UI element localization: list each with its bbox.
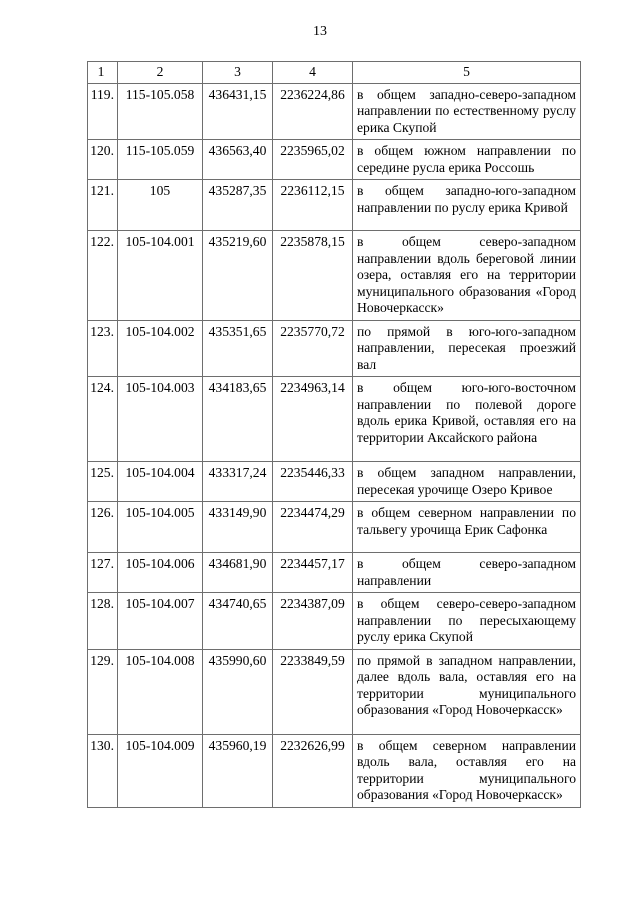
table-row [88,140,581,180]
table-row [88,180,581,231]
table-row [88,83,581,140]
table-row [88,231,581,321]
row-number: 127. [88,553,118,593]
boundary-description: по прямой в западном направлении, далее вдоль вала, оставляя его на территории муниципального образования «Город Новочеркасск» [353,649,581,734]
coord-y: 2236112,15 [273,180,353,231]
coord-x: 433317,24 [203,462,273,502]
coord-x: 433149,90 [203,502,273,553]
coord-x: 434681,90 [203,553,273,593]
point-id: 105 [118,180,203,231]
point-id: 105-104.005 [118,502,203,553]
table-row [88,502,581,553]
point-id: 105-104.008 [118,649,203,734]
coord-x: 434740,65 [203,593,273,650]
coord-y: 2235770,72 [273,320,353,377]
boundary-description: в общем северо-северо-западном направлении по пересыхающему руслу ерика Скупой [353,593,581,650]
point-id: 105-104.001 [118,231,203,321]
row-number: 120. [88,140,118,180]
coord-x: 436431,15 [203,83,273,140]
boundary-description: в общем западном направлении, пересекая урочище Озеро Кривое [353,462,581,502]
boundary-description: в общем юго-юго-восточном направлении по полевой дороге вдоль ерика Кривой, оставляя его на территории Аксайского района [353,377,581,462]
point-id: 115-105.059 [118,140,203,180]
header-cell: 4 [273,62,353,84]
boundary-description: в общем западно-северо-западном направлении по естественному руслу ерика Скупой [353,83,581,140]
row-number: 119. [88,83,118,140]
boundary-description: в общем южном направлении по середине русла ерика Россошь [353,140,581,180]
coord-y: 2234474,29 [273,502,353,553]
coord-y: 2233849,59 [273,649,353,734]
coord-x: 435990,60 [203,649,273,734]
row-number: 124. [88,377,118,462]
header-cell: 3 [203,62,273,84]
boundary-table [87,61,581,808]
row-number: 122. [88,231,118,321]
row-number: 123. [88,320,118,377]
row-number: 128. [88,593,118,650]
coord-y: 2232626,99 [273,734,353,807]
coord-y: 2235878,15 [273,231,353,321]
point-id: 115-105.058 [118,83,203,140]
row-number: 125. [88,462,118,502]
point-id: 105-104.004 [118,462,203,502]
coord-y: 2234387,09 [273,593,353,650]
coord-y: 2234963,14 [273,377,353,462]
table-row [88,320,581,377]
table-row [88,553,581,593]
boundary-description: в общем западно-юго-западном направлении по руслу ерика Кривой [353,180,581,231]
row-number: 130. [88,734,118,807]
coord-y: 2234457,17 [273,553,353,593]
coord-x: 435960,19 [203,734,273,807]
point-id: 105-104.006 [118,553,203,593]
coord-x: 434183,65 [203,377,273,462]
table-row [88,593,581,650]
boundary-description: в общем северном направлении по тальвегу урочища Ерик Сафонка [353,502,581,553]
table-header-row [88,62,581,84]
page-number: 13 [313,24,327,39]
boundary-description: в общем северном направлении вдоль вала, оставляя его на территории муниципального образования «Город Новочеркасск» [353,734,581,807]
header-cell: 2 [118,62,203,84]
point-id: 105-104.002 [118,320,203,377]
table-row [88,462,581,502]
coord-x: 435351,65 [203,320,273,377]
coord-x: 436563,40 [203,140,273,180]
coord-x: 435287,35 [203,180,273,231]
point-id: 105-104.003 [118,377,203,462]
boundary-description: в общем северо-западном направлении вдоль береговой линии озера, оставляя его на территории муниципального образования «Город Новочеркасск» [353,231,581,321]
row-number: 121. [88,180,118,231]
coord-x: 435219,60 [203,231,273,321]
boundary-description: по прямой в юго-юго-западном направлении, пересекая проезжий вал [353,320,581,377]
coord-y: 2235965,02 [273,140,353,180]
boundary-description: в общем северо-западном направлении [353,553,581,593]
coord-y: 2235446,33 [273,462,353,502]
header-cell: 5 [353,62,581,84]
point-id: 105-104.007 [118,593,203,650]
row-number: 129. [88,649,118,734]
header-cell: 1 [88,62,118,84]
table-row [88,649,581,734]
row-number: 126. [88,502,118,553]
table-row [88,734,581,807]
coord-y: 2236224,86 [273,83,353,140]
point-id: 105-104.009 [118,734,203,807]
table-row [88,377,581,462]
